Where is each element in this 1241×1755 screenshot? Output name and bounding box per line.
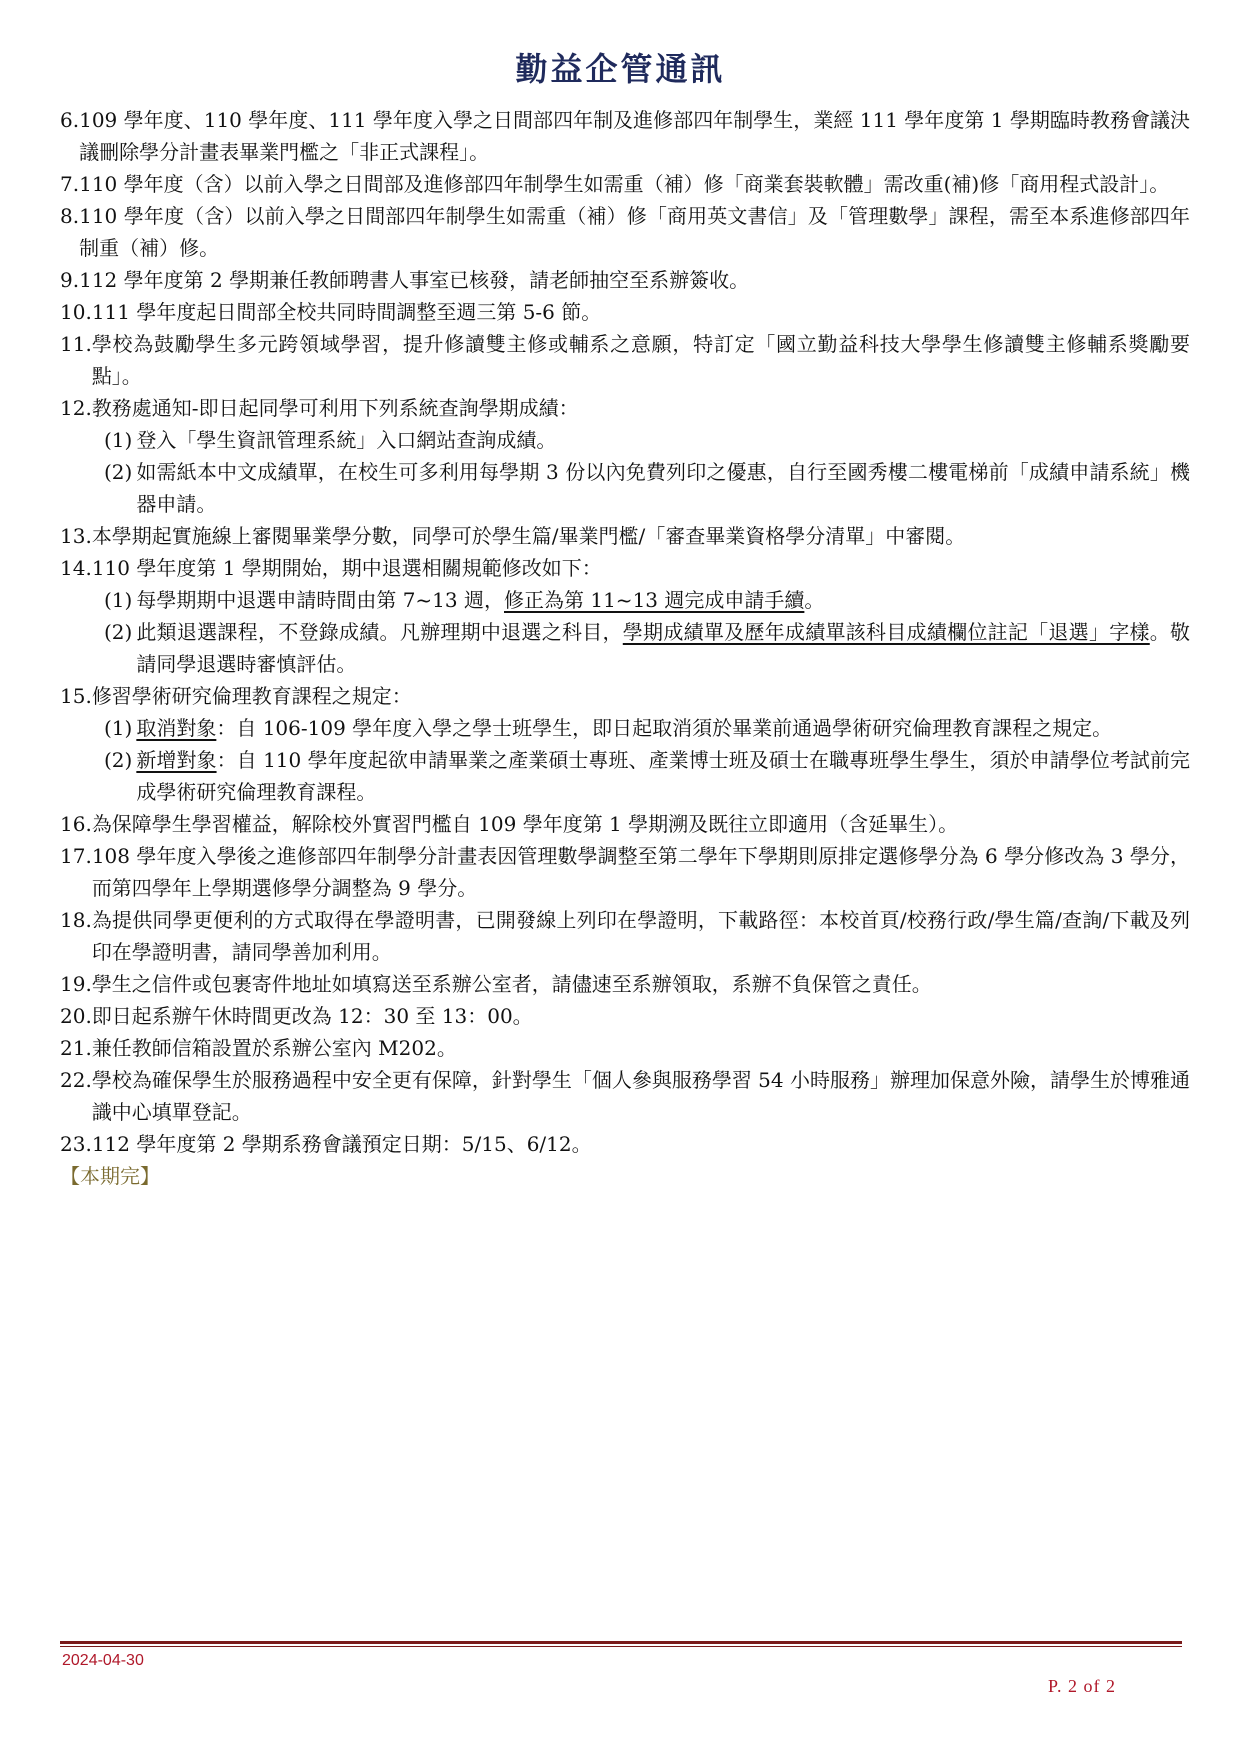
item-number: 12. [60, 396, 92, 420]
item-number: 7. [60, 172, 80, 196]
item-number: 13. [60, 524, 92, 548]
underlined-text: 學期成績單及歷年成績單該科目成績欄位註記「退選」字樣 [622, 620, 1150, 644]
list-item [60, 168, 1190, 200]
item-text: 教務處通知-即日起同學可利用下列系統查詢學期成績： [91, 396, 579, 420]
underlined-label: 取消對象 [136, 716, 217, 740]
sub-item-text-end: 。敬請同學退選時審慎評估。 [136, 620, 1191, 676]
item-number: 15. [60, 684, 92, 708]
item-number: 16. [60, 812, 92, 836]
list-item [60, 392, 1190, 424]
item-number: 6. [60, 108, 80, 132]
item-text: 學校為確保學生於服務過程中安全更有保障，針對學生「個人參與服務學習 54 小時服務」辦理加保意外險，請學生於博雅通識中心填單登記。 [91, 1068, 1190, 1124]
list-item [60, 1064, 1190, 1128]
item-number: 17. [60, 844, 92, 868]
item-text: 為保障學生學習權益，解除校外實習門檻自 109 學年度第 1 學期溯及既往立即適用（含延畢生）。 [91, 812, 959, 836]
sub-item-text-start: 此類退選課程，不登錄成績。凡辦理期中退選之科目， [136, 620, 623, 644]
item-number: 8. [60, 204, 80, 228]
sub-item [104, 616, 1190, 680]
item-text: 即日起系辦午休時間更改為 12：30 至 13：00。 [91, 1004, 533, 1028]
list-item [60, 200, 1190, 264]
item-text: 112 學年度第 2 學期兼任教師聘書人事室已核發，請老師抽空至系辦簽收。 [79, 268, 750, 292]
sub-item-text: 登入「學生資訊管理系統」入口網站查詢成績。 [136, 428, 557, 452]
item-number: 11. [60, 332, 92, 356]
item-text: 110 學年度（含）以前入學之日間部及進修部四年制學生如需重（補）修「商業套裝軟體」需改重(補)修「商用程式設計」。 [79, 172, 1170, 196]
sub-item-text [136, 712, 1190, 744]
item-text: 本學期起實施線上審閱畢業學分數，同學可於學生篇/畢業門檻/「審查畢業資格學分清單」中審閱。 [91, 524, 966, 548]
item-text: 110 學年度第 1 學期開始，期中退選相關規範修改如下： [91, 556, 602, 580]
notice-list [60, 104, 1190, 1192]
sub-item-text [136, 616, 1190, 680]
page-title: 勤益企管通訊 [515, 50, 726, 88]
item-text: 兼任教師信箱設置於系辦公室內 M202。 [91, 1036, 457, 1060]
item-number: 10. [60, 300, 92, 324]
list-item [60, 1000, 1190, 1032]
list-item [60, 264, 1190, 296]
list-item [60, 840, 1190, 904]
item-number: 14. [60, 556, 92, 580]
sub-item [104, 712, 1190, 744]
sub-item-number: (2) [104, 620, 133, 644]
sub-item [104, 424, 1190, 456]
item-text: 111 學年度起日間部全校共同時間調整至週三第 5-6 節。 [91, 300, 602, 324]
item-number: 22. [60, 1068, 92, 1092]
end-of-issue-mark: 【本期完】 [60, 1164, 160, 1188]
footer-date: 2024-04-30 [62, 1652, 144, 1669]
sub-item-number: (1) [104, 428, 133, 452]
item-number: 20. [60, 1004, 92, 1028]
sub-item-detail: ：自 110 學年度起欲申請畢業之產業碩士專班、產業博士班及碩士在職專班學生學生，須於申請學位考試前完成學術研究倫理教育課程。 [136, 748, 1190, 804]
sub-item-text [136, 584, 1190, 616]
sub-item-detail: ：自 106-109 學年度入學之學士班學生，即日起取消須於畢業前通過學術研究倫理教育課程之規定。 [216, 716, 1113, 740]
underlined-label: 新增對象 [136, 748, 217, 772]
sub-item-number: (2) [104, 748, 133, 772]
underlined-text: 修正為第 11~13 週完成申請手續 [504, 588, 805, 612]
item-text: 109 學年度、110 學年度、111 學年度入學之日間部四年制及進修部四年制學生，業經 111 學年度第 1 學期臨時教務會議決議刪除學分計畫表畢業門檻之「非正式課程」。 [79, 108, 1190, 164]
sub-item [104, 456, 1190, 520]
sub-item [104, 584, 1190, 616]
sub-item [104, 744, 1190, 808]
sub-item-text [136, 744, 1190, 808]
item-text: 為提供同學更便利的方式取得在學證明書，已開發線上列印在學證明，下載路徑：本校首頁/校務行政/學生篇/查詢/下載及列印在學證明書，請同學善加利用。 [91, 908, 1190, 964]
list-item [60, 520, 1190, 552]
item-text: 修習學術研究倫理教育課程之規定： [91, 684, 412, 708]
sub-item-number: (1) [104, 588, 133, 612]
list-item [60, 328, 1190, 392]
page-number: P. 2 of 2 [1048, 1676, 1117, 1696]
sub-item-number: (1) [104, 716, 133, 740]
item-number: 18. [60, 908, 92, 932]
item-number: 19. [60, 972, 92, 996]
item-text: 110 學年度（含）以前入學之日間部四年制學生如需重（補）修「商用英文書信」及「管理數學」課程，需至本系進修部四年制重（補）修。 [79, 204, 1190, 260]
list-item [60, 1032, 1190, 1064]
list-item [60, 904, 1190, 968]
sub-item-text-end: 。 [804, 588, 825, 612]
item-number: 21. [60, 1036, 92, 1060]
item-text: 108 學年度入學後之進修部四年制學分計畫表因管理數學調整至第二學年下學期則原排定選修學分為 6 學分修改為 3 學分，而第四學年上學期選修學分調整為 9 學分。 [91, 844, 1190, 900]
item-text: 學校為鼓勵學生多元跨領域學習，提升修讀雙主修或輔系之意願，特訂定「國立勤益科技大學學生修讀雙主修輔系獎勵要點」。 [91, 332, 1190, 388]
list-item [60, 968, 1190, 1000]
footer-divider [60, 1641, 1182, 1647]
list-item [60, 808, 1190, 840]
list-item [60, 104, 1190, 168]
sub-item-text-start: 每學期期中退選申請時間由第 7~13 週， [136, 588, 504, 612]
item-text: 112 學年度第 2 學期系務會議預定日期：5/15、6/12。 [91, 1132, 592, 1156]
item-number: 23. [60, 1132, 92, 1156]
sub-item-number: (2) [104, 460, 133, 484]
list-item [60, 552, 1190, 584]
list-item [60, 680, 1190, 712]
item-text: 學生之信件或包裹寄件地址如填寫送至系辦公室者，請儘速至系辦領取，系辦不負保管之責任。 [91, 972, 932, 996]
sub-item-text: 如需紙本中文成績單，在校生可多利用每學期 3 份以內免費列印之優惠，自行至國秀樓二樓電梯前「成績申請系統」機器申請。 [136, 460, 1190, 516]
list-item [60, 1128, 1190, 1160]
item-number: 9. [60, 268, 80, 292]
list-item [60, 296, 1190, 328]
